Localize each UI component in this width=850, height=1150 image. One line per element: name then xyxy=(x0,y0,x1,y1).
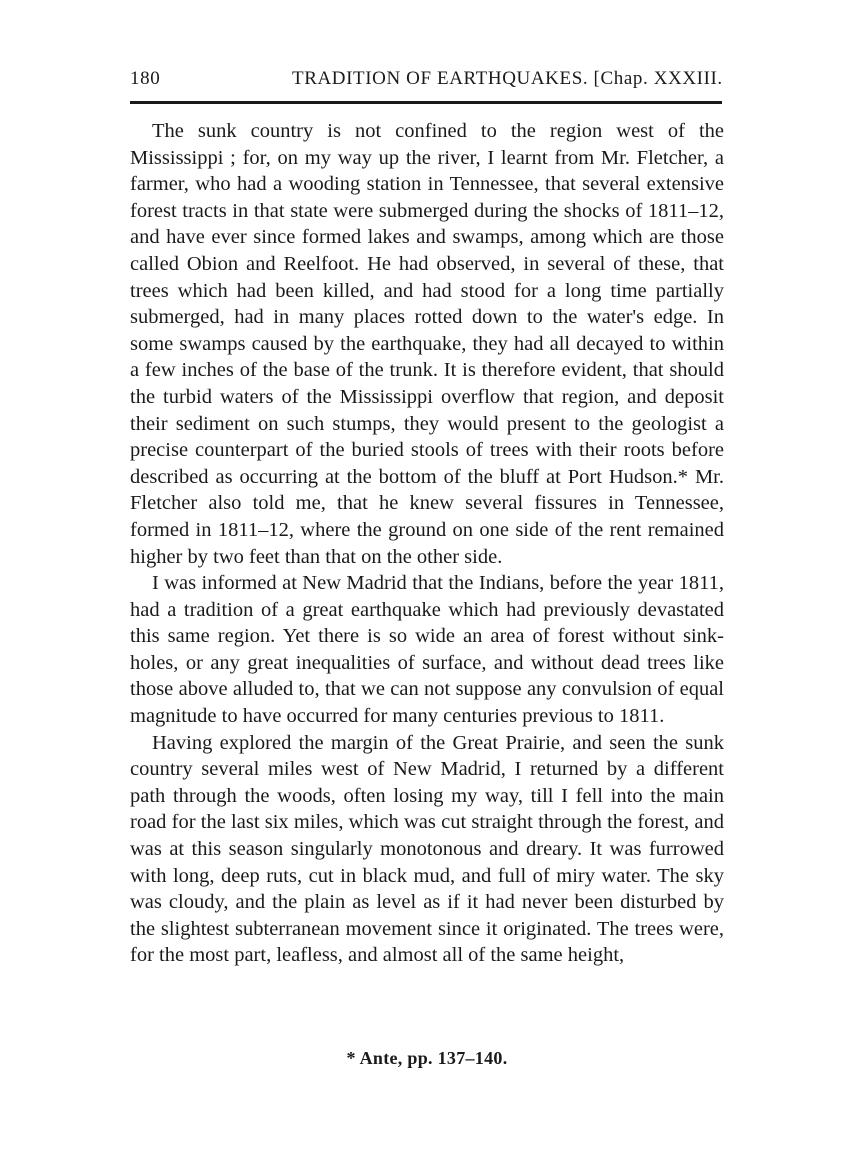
page-header xyxy=(130,68,722,94)
body-text xyxy=(130,118,724,969)
running-title: TRADITION OF EARTHQUAKES. [Chap. XXXIII. xyxy=(292,68,723,89)
page-number: 180 xyxy=(130,68,161,89)
paragraph-return-journey: Having explored the margin of the Great Prairie, and seen the sunk country several miles west of New Madrid, I returned by a different path through the woods, often losing my way, till I fell into the main road for the last six miles, which was cut straight through the forest, and was at this season singularly monotonous and dreary. It was furrowed with long, deep ruts, cut in black mud, and full of miry water. The sky was cloudy, and the plain as level as if it had never been disturbed by the slightest subterranean movement since it originated. The trees were, for the most part, leafless, and almost all of the same height, xyxy=(130,731,724,967)
paragraph-sunk-country: The sunk country is not confined to the region west of the Mississippi ; for, on my way up the river, I learnt from Mr. Fletcher, a farmer, who had a wooding station in Tennessee, that several extensive forest tracts in that state were submerged during the shocks of 1811–12, and have ever since formed lakes and swamps, among which are those called Obion and Reelfoot. He had observed, in several of these, that trees which had been killed, and had stood for a long time partially submerged, had in many places rotted down to the water's edge. In some swamps caused by the earthquake, they had all decayed to within a few inches of the base of the trunk. It is therefore evident, that should the turbid waters of the Mississippi overflow that region, and deposit their sediment on such stumps, they would present to the geologist a precise counterpart of the buried stools of trees with their roots before described as occurring at the bottom of the bluff at Port Hudson.* Mr. Fletcher also told me, that he knew several fissures in Tennessee, formed in 1811–12, where the ground on one side of the rent remained higher by two feet than that on the other side. xyxy=(130,120,724,568)
paragraph-indian-tradition: I was informed at New Madrid that the Indians, before the year 1811, had a tradition of a great earthquake which had previously devastated this same region. Yet there is so wide an area of forest without sink-holes, or any great inequalities of surface, and without dead trees like those above alluded to, that we can not suppose any convulsion of equal magnitude to have occurred for many centuries previous to 1811. xyxy=(130,572,724,728)
header-rule xyxy=(130,101,722,104)
footnote: * Ante, pp. 137–140. xyxy=(346,1048,508,1068)
